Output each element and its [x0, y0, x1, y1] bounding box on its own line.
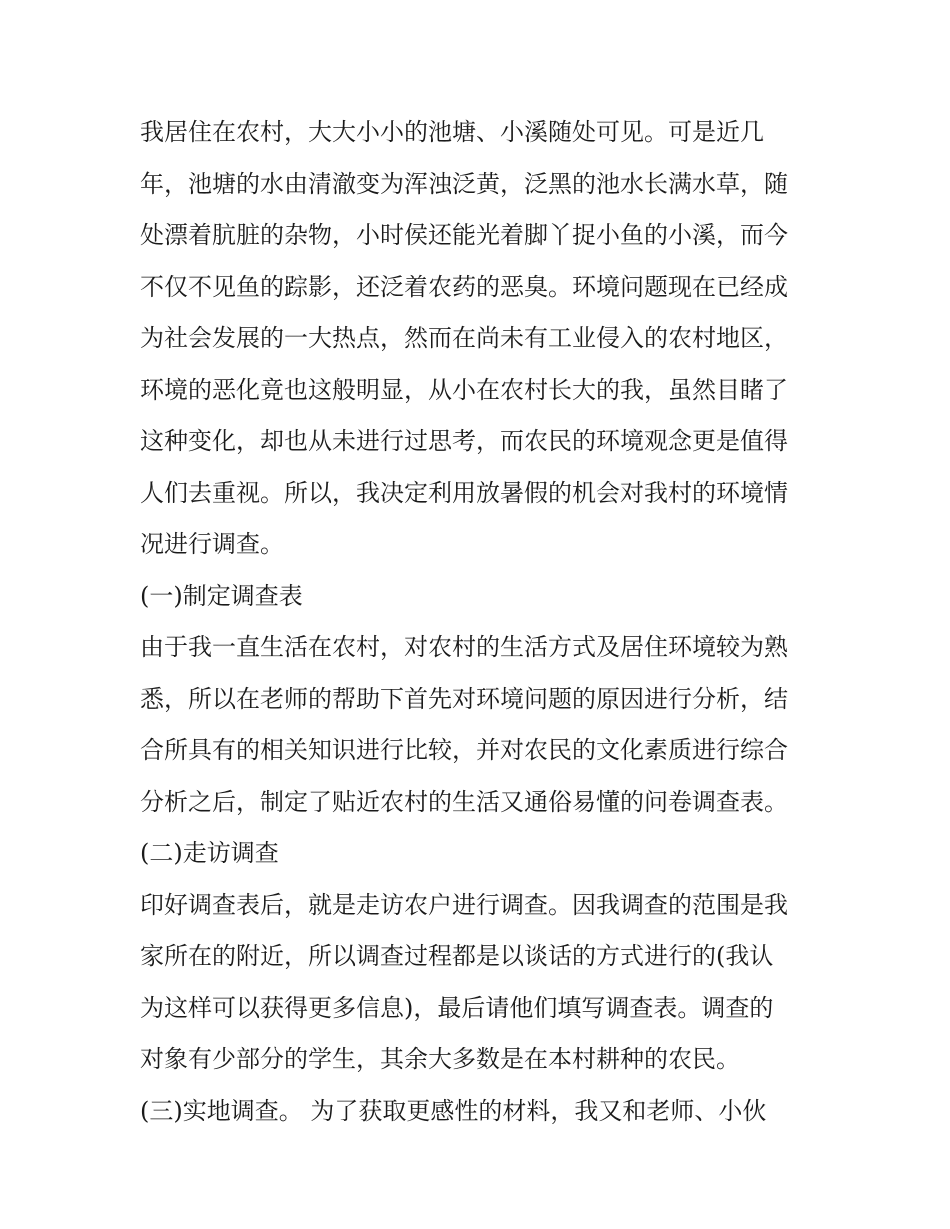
text-line-4: 不仅不见鱼的踪影，还泛着农药的恶臭。环境问题现在已经成: [140, 272, 788, 301]
text-line-19: 对象有少部分的学生，其余大多数是在本村耕种的农民。: [140, 1045, 740, 1073]
section-heading-2: (二)走访调查: [140, 839, 279, 867]
text-line-11: 由于我一直生活在农村，对农村的生活方式及居住环境较为熟: [140, 633, 788, 661]
text-line-7: 这种变化，却也从未进行过思考，而农民的环境观念更是值得: [140, 427, 788, 455]
text-line-13: 合所具有的相关知识进行比较，并对农民的文化素质进行综合: [140, 736, 788, 764]
text-line-2: 年，池塘的水由清澈变为浑浊泛黄，泛黑的池水长满水草，随: [140, 169, 788, 198]
section-heading-1: (一)制定调查表: [140, 581, 303, 610]
text-line-12: 悉，所以在老师的帮助下首先对环境问题的原因进行分析，结: [140, 684, 788, 713]
text-line-17: 家所在的附近，所以调查过程都是以谈话的方式进行的(我认: [140, 942, 774, 970]
text-line-18: 为这样可以获得更多信息)，最后请他们填写调查表。调查的: [140, 993, 774, 1022]
text-line-9: 况进行调查。: [140, 530, 284, 558]
text-line-3: 处漂着肮脏的杂物，小时侯还能光着脚丫捉小鱼的小溪，而今: [140, 221, 788, 249]
text-line-5: 为社会发展的一大热点，然而在尚未有工业侵入的农村地区，: [140, 324, 788, 352]
section-heading-3: (三)实地调查。 为了获取更感性的材料，我又和老师、小伙: [140, 1096, 767, 1125]
text-line-1: 我居住在农村，大大小小的池塘、小溪随处可见。可是近几: [140, 118, 764, 146]
document-body: [140, 107, 820, 1137]
text-line-16: 印好调查表后，就是走访农户进行调查。因我调查的范围是我: [140, 890, 788, 919]
text-line-6: 环境的恶化竟也这般明显，从小在农村长大的我，虽然目睹了: [140, 375, 788, 404]
text-line-14: 分析之后，制定了贴近农村的生活又通俗易懂的问卷调查表。: [140, 787, 788, 816]
text-line-8: 人们去重视。所以，我决定利用放暑假的机会对我村的环境情: [140, 478, 788, 507]
